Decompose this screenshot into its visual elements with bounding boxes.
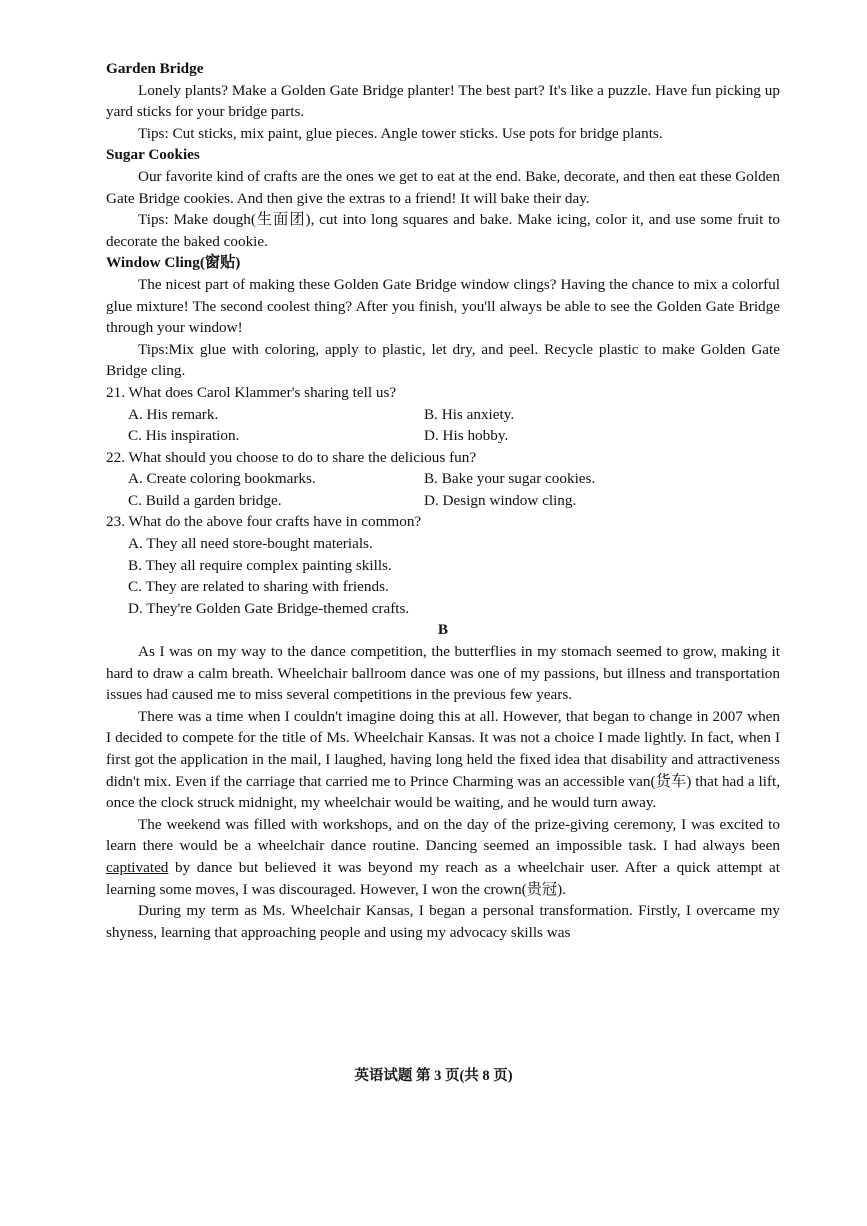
question-22-stem: 22. What should you choose to do to share the delicious fun?: [106, 448, 477, 466]
heading-sugar-cookies: Sugar Cookies: [106, 146, 200, 164]
underlined-word-captivated: captivated: [106, 858, 169, 876]
section-b-paragraph-4: During my term as Ms. Wheelchair Kansas, I began a personal transformation. Firstly, I overcame my shyness, learning that approaching people and using my advocacy skills was: [106, 902, 780, 941]
question-21-option-d: D. His hobby.: [424, 427, 509, 445]
question-23-option-d: D. They're Golden Gate Bridge-themed crafts.: [128, 599, 410, 617]
section-b-title: B: [437, 621, 449, 639]
window-cling-paragraph: The nicest part of making these Golden Gate Bridge window clings? Having the chance to mix a colorful glue mixture! The second coolest thing? After you finish, you'll always be able to see the Golden Gate Bridge through your window!: [106, 275, 780, 337]
heading-window-cling: Window Cling(窗贴): [106, 254, 241, 272]
sugar-cookies-tips: Tips: Make dough(生面团), cut into long squares and bake. Make icing, color it, and use some fruit to decorate the baked cookie.: [106, 211, 780, 250]
garden-bridge-tips: Tips: Cut sticks, mix paint, glue pieces. Angle tower sticks. Use pots for bridge plants.: [138, 124, 663, 142]
garden-bridge-paragraph: Lonely plants? Make a Golden Gate Bridge planter! The best part? It's like a puzzle. Have fun picking up yard sticks for your bridge parts.: [106, 81, 780, 121]
question-23-option-a: A. They all need store-bought materials.: [128, 535, 373, 553]
heading-garden-bridge: Garden Bridge: [106, 60, 204, 77]
question-21-option-c: C. His inspiration.: [128, 427, 240, 445]
question-21-option-a: A. His remark.: [128, 405, 219, 423]
paragraph-3-text-start: The weekend was filled with workshops, and on the day of the prize-giving ceremony, I was excited to learn there would be a wheelchair dance routine. Dancing seemed an impossible task. I had always been: [106, 815, 780, 855]
question-23-options: [106, 533, 780, 619]
question-21-options: [106, 404, 780, 447]
question-22-option-c: C. Build a garden bridge.: [128, 491, 282, 509]
sugar-cookies-paragraph: Our favorite kind of crafts are the ones we get to eat at the end. Bake, decorate, and then eat these Golden Gate Bridge cookies. And then give the extras to a friend! It will bake their day.: [106, 167, 780, 207]
question-22-option-d: D. Design window cling.: [424, 491, 577, 509]
page-content: [106, 58, 780, 943]
question-23-option-b: B. They all require complex painting skills.: [128, 556, 392, 574]
window-cling-tips: Tips:Mix glue with coloring, apply to plastic, let dry, and peel. Recycle plastic to make Golden Gate Bridge cling.: [106, 340, 780, 380]
question-21-option-b: B. His anxiety.: [424, 405, 515, 423]
question-22-options: [106, 468, 780, 511]
question-22-option-b: B. Bake your sugar cookies.: [424, 470, 596, 488]
question-22-option-a: A. Create coloring bookmarks.: [128, 470, 316, 488]
question-23-option-c: C. They are related to sharing with friends.: [128, 578, 389, 596]
section-b-paragraph-2: There was a time when I couldn't imagine doing this at all. However, that began to change in 2007 when I decided to compete for the title of Ms. Wheelchair Kansas. It was not a choice I made lightly. In fact, when I first got the application in the mail, I laughed, having long held the fixed idea that disability and attractiveness didn't mix. Even if the carriage that carried me to Prince Charming was an accessible van(货车) that had a lift, once the clock struck midnight, my wheelchair would be waiting, and he would turn away.: [106, 707, 780, 812]
page-footer: 英语试题 第 3 页(共 8 页): [354, 1068, 513, 1084]
section-b-paragraph-3: [106, 814, 780, 900]
section-b-paragraph-1: As I was on my way to the dance competition, the butterflies in my stomach seemed to grow, making it hard to draw a calm breath. Wheelchair ballroom dance was one of my passions, but illness and transportation issues had caused me to miss several competitions in the previous few years.: [106, 643, 780, 704]
question-21-stem: 21. What does Carol Klammer's sharing tell us?: [106, 383, 397, 401]
question-23-stem: 23. What do the above four crafts have in common?: [106, 513, 422, 531]
paragraph-3-text-end: by dance but believed it was beyond my reach as a wheelchair user. After a quick attempt at learning some moves, I was discouraged. However, I won the crown(贵冠).: [106, 858, 780, 898]
